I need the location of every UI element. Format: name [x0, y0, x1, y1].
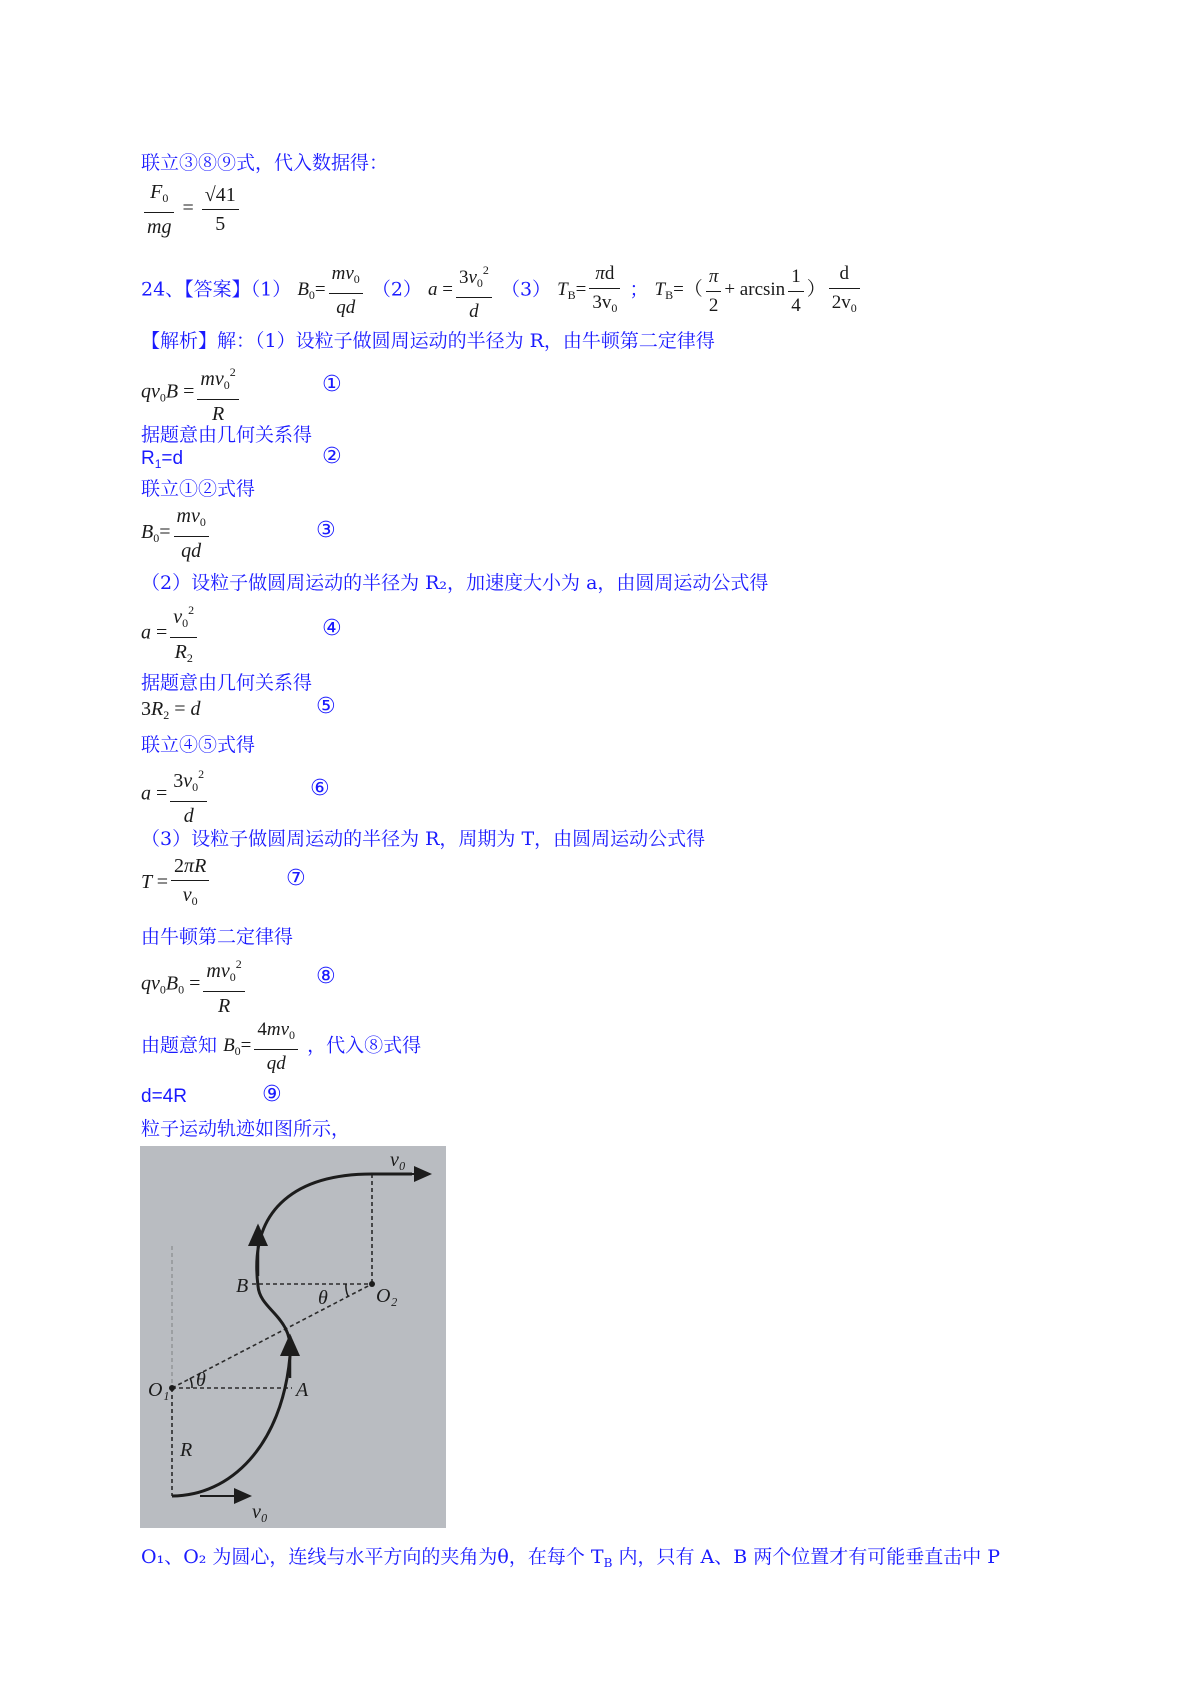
answer-head: 24、【答案】（1） [141, 278, 292, 301]
tag-9: ⑨ [262, 1082, 282, 1107]
part3-text: （3）设粒子做圆周运动的半径为 R，周期为 T，由圆周运动公式得 [141, 828, 706, 850]
equation-7: T = $\frac{2\pi R}{v_0}$ [141, 854, 212, 913]
label-b: B [236, 1275, 249, 1297]
label-theta-2: θ [318, 1287, 328, 1309]
geometry-text-2: 据题意由几何关系得 [141, 672, 313, 694]
tag-8: ⑧ [316, 964, 336, 989]
equation-5: $3R_2 = d$ [141, 698, 201, 722]
force-ratio-equation: $\frac{F_0}{mg}$ = $\frac{√41}{5}$ [141, 180, 242, 239]
d-equals-4r: d=4R [141, 1086, 187, 1107]
o2-dot [369, 1281, 375, 1287]
label-o2: O₂ [376, 1285, 398, 1307]
tag-5: ⑤ [316, 694, 336, 719]
given-text: 由题意知 [141, 1034, 218, 1057]
label-a: A [296, 1379, 309, 1401]
label-r: R [180, 1439, 193, 1461]
equation-1: $qv_0B$ = $\frac{mv_0^2}{R}$ [141, 360, 242, 426]
final-sub-b: B [603, 1556, 613, 1570]
analysis-intro: 【解析】解：（1）设粒子做圆周运动的半径为 R，由牛顿第二定律得 [141, 330, 715, 352]
label-v0-bottom: v₀ [252, 1501, 268, 1523]
label-v0-top: v₀ [390, 1149, 406, 1171]
combine-45-text: 联立④⑤式得 [141, 734, 256, 756]
answer-part2: （2） [371, 278, 422, 301]
tag-4: ④ [322, 616, 342, 641]
final-text-rest: 内，只有 A、B 两个位置才有可能垂直击中 P [612, 1546, 1001, 1568]
geometry-text-1: 据题意由几何关系得 [141, 424, 313, 446]
part2-text: （2）设粒子做圆周运动的半径为 R₂，加速度大小为 a，由圆周运动公式得 [141, 572, 769, 594]
tag-2: ② [322, 444, 342, 469]
trajectory-diagram [140, 1146, 446, 1528]
trajectory-figure [140, 1146, 446, 1528]
equation-4: a = $\frac{v_0^2}{R_2}$ [141, 598, 200, 670]
trajectory-text: 粒子运动轨迹如图所示， [141, 1118, 351, 1140]
r1-equals-d: $R_1=d$ [141, 448, 184, 471]
tag-1: ① [322, 372, 342, 397]
tag-6: ⑥ [310, 776, 330, 801]
newton-text: 由牛顿第二定律得 [141, 926, 294, 948]
equation-8: $qv_0B_0$ = $\frac{mv_0^2}{R}$ [141, 952, 248, 1018]
tag-3: ③ [316, 518, 336, 543]
given-b0-line: 由题意知 $B_0=$ $\frac{4mv_0}{qd}$ ，代入⑧式得 [141, 1019, 422, 1074]
tag-7: ⑦ [286, 866, 306, 891]
substitute-text: ，代入⑧式得 [307, 1034, 422, 1057]
o1-dot [169, 1385, 175, 1391]
equation-6: a = $\frac{3v_0^2}{d}$ [141, 762, 210, 828]
equation-3: $B_0=$ $\frac{mv_0}{qd}$ [141, 504, 212, 563]
answer-part3: （3） [500, 278, 552, 301]
combine-12-text: 联立①②式得 [141, 478, 256, 500]
answer-line: 24、【答案】（1） $B_0=$ $\frac{mv_0}{qd}$ （2） a = $\frac{3v_0^2}{d}$ （3） $T_B=$ $\frac{\pi d}{3v_0}$ ； $T_B=$（ $\frac{\pi}{2}$ + arcsin $\frac{1}{4}$ ） $\frac{d}{2v_0}$ [141, 258, 863, 324]
label-o1: O₁ [148, 1379, 170, 1401]
final-text: O₁、O₂ 为圆心，连线与水平方向的夹角为θ，在每个 T [141, 1546, 604, 1568]
final-conclusion-line [141, 1542, 1000, 1570]
combine-389-text: 联立③⑧⑨式，代入数据得： [141, 152, 389, 174]
label-theta-1: θ [196, 1369, 206, 1391]
